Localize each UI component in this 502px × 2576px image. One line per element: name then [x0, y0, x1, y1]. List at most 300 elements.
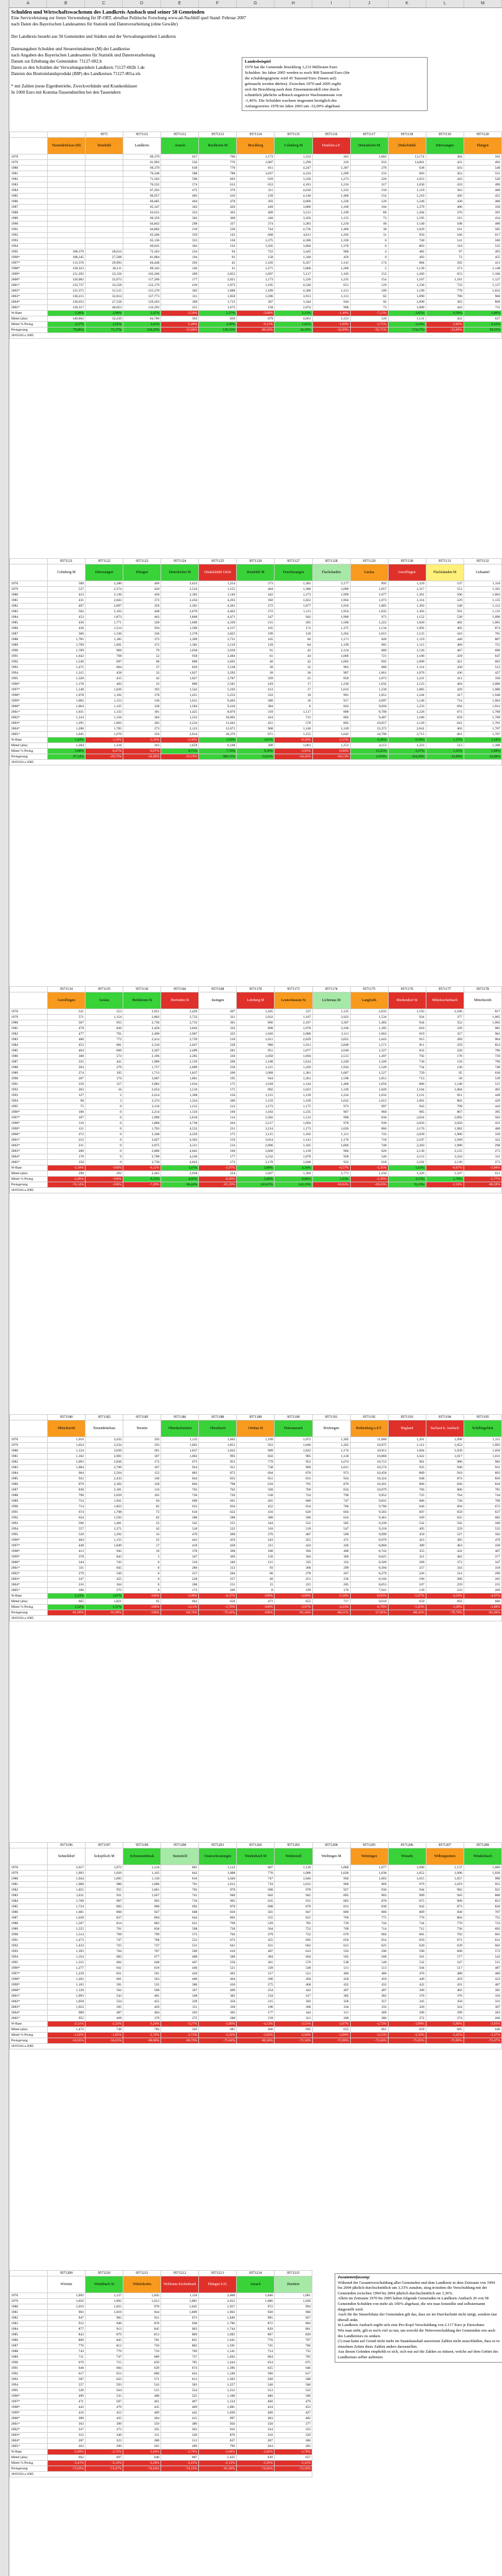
cell[interactable]: 1,542 [161, 687, 199, 693]
cell[interactable]: 4,540 [275, 283, 312, 288]
cell[interactable]: 2,053 [199, 272, 237, 277]
cell[interactable]: 737 [161, 2355, 199, 2360]
cell[interactable]: 802 [426, 1099, 464, 1104]
cell[interactable]: 1,093 [48, 1994, 86, 1999]
cell[interactable]: 1,221 [388, 676, 426, 682]
cell[interactable]: 9571124 [161, 559, 199, 564]
cell[interactable]: 893 [464, 1471, 501, 1476]
cell[interactable]: 1998* [10, 693, 48, 698]
cell[interactable]: 308 [48, 1054, 86, 1059]
cell[interactable]: 648 [48, 2366, 86, 2371]
cell[interactable]: Weihenzell [275, 1848, 312, 1865]
cell[interactable]: 1,030 [388, 182, 426, 188]
cell[interactable]: 2,039 [388, 1132, 426, 1138]
cell[interactable]: 416 [199, 194, 237, 199]
cell[interactable]: 503 [464, 1115, 501, 1121]
cell[interactable]: 1,074 [312, 1460, 350, 1465]
cell[interactable]: 231 [199, 1126, 237, 1132]
cell[interactable]: 1,589 [161, 626, 199, 631]
cell[interactable]: 2,98% [86, 311, 123, 316]
cell[interactable]: 802 [161, 2343, 199, 2349]
cell[interactable]: 1,045 [161, 2304, 199, 2310]
cell[interactable]: 1,09% [464, 749, 501, 754]
cell[interactable]: 588 [199, 1515, 237, 1521]
cell[interactable]: -2,68% [199, 2449, 237, 2455]
cell[interactable]: 783 [275, 1921, 312, 1927]
cell[interactable]: 550 [199, 1960, 237, 1966]
cell[interactable]: 551 [426, 587, 464, 592]
cell[interactable]: 91 [237, 648, 275, 654]
cell[interactable]: 1991 [10, 227, 48, 233]
cell[interactable]: 1996* [10, 2394, 48, 2399]
cell[interactable]: 671 [426, 710, 464, 715]
cell[interactable]: 32,239 [86, 316, 123, 322]
cell[interactable]: 311 [464, 1154, 501, 1160]
cell[interactable]: 1997* [10, 687, 48, 693]
cell[interactable]: 436 [312, 1543, 350, 1549]
cell[interactable]: 888 [161, 659, 199, 665]
cell[interactable]: 139,35% [199, 328, 237, 333]
cell[interactable]: 167 [388, 1582, 426, 1588]
cell[interactable]: 984 [312, 1149, 350, 1154]
cell[interactable]: 494 [275, 1977, 312, 1982]
cell[interactable]: 2,123 [161, 726, 199, 732]
cell[interactable]: 379 [123, 2016, 161, 2021]
cell[interactable]: 869 [161, 2332, 199, 2338]
cell[interactable]: 500 [48, 581, 86, 587]
cell[interactable] [48, 238, 86, 244]
cell[interactable]: 985 [275, 1454, 312, 1460]
cell[interactable]: 310 [237, 1526, 275, 1532]
cell[interactable]: 714 [237, 2349, 275, 2355]
cell[interactable]: 754 [48, 1499, 86, 1504]
cell[interactable]: 927 [312, 1887, 350, 1893]
cell[interactable]: 335 [275, 1560, 312, 1566]
cell[interactable]: 714 [350, 1927, 388, 1932]
cell[interactable]: 9571193 [388, 1415, 426, 1420]
cell[interactable]: 1,425 [199, 2455, 237, 2461]
cell[interactable]: 216 [312, 160, 350, 166]
cell[interactable]: 636 [464, 1071, 501, 1076]
cell[interactable]: 399 [86, 2422, 123, 2427]
cell[interactable]: 955 [86, 1887, 123, 1893]
cell[interactable]: 1,492 [199, 2355, 237, 2360]
cell[interactable]: 1,174 [312, 1448, 350, 1454]
cell[interactable]: Windsbach St [86, 2276, 123, 2293]
cell[interactable]: 2005* [10, 305, 48, 311]
cell[interactable]: 1,127 [86, 2293, 123, 2299]
cell[interactable]: 9571209 [48, 2271, 86, 2276]
cell[interactable]: 453 [48, 615, 86, 620]
cell[interactable]: 72 [426, 255, 464, 261]
cell[interactable]: 231 [48, 1143, 86, 1149]
cell[interactable]: 560 [275, 2382, 312, 2388]
cell[interactable]: 0 [86, 1121, 123, 1126]
cell[interactable]: 1,472 [48, 2027, 86, 2033]
cell[interactable]: 9571200 [161, 1843, 199, 1848]
cell[interactable]: 641 [199, 1943, 237, 1949]
cell[interactable]: 646 [275, 2366, 312, 2371]
cell[interactable]: 1,223 [388, 743, 426, 749]
cell[interactable]: 782 [123, 2027, 161, 2033]
cell[interactable]: 488 [426, 1971, 464, 1977]
cell[interactable]: 443 [464, 1104, 501, 1110]
cell[interactable]: 1,023 [48, 2005, 86, 2010]
cell[interactable]: 1,063 [86, 721, 123, 726]
cell[interactable]: 1,187 [388, 277, 426, 283]
cell[interactable]: 1,375 [312, 626, 350, 631]
column-header-f[interactable]: F [199, 0, 237, 7]
cell[interactable]: 1,011 [237, 1037, 275, 1043]
cell[interactable]: 807 [237, 2332, 275, 2338]
cell[interactable]: 299 [86, 2444, 123, 2449]
cell[interactable]: 1,195 [237, 283, 275, 288]
cell[interactable]: 547 [426, 1960, 464, 1966]
cell[interactable]: 538 [312, 1960, 350, 1966]
cell[interactable]: 440 [426, 637, 464, 643]
cell[interactable]: 1,066 [312, 654, 350, 659]
cell[interactable]: 3,160 [312, 1026, 350, 1032]
cell[interactable]: 1,077 [275, 604, 312, 609]
cell[interactable]: 1,104 [388, 1087, 426, 1093]
cell[interactable]: 776 [199, 160, 237, 166]
cell[interactable]: 717 [312, 1599, 350, 1605]
cell[interactable]: 427 [464, 671, 501, 676]
cell[interactable]: 31 [350, 233, 388, 238]
cell[interactable]: 1,125 [312, 1009, 350, 1015]
cell[interactable] [86, 199, 123, 205]
cell[interactable]: 2005* [10, 732, 48, 738]
cell[interactable]: 714 [426, 698, 464, 704]
cell[interactable]: 433 [350, 1982, 388, 1988]
cell[interactable]: 1,051 [199, 1443, 237, 1448]
cell[interactable]: 843 [312, 704, 350, 710]
cell[interactable]: 802 [199, 1915, 237, 1921]
cell[interactable]: 431 [237, 1943, 275, 1949]
cell[interactable]: 4,471 [199, 615, 237, 620]
cell[interactable]: 448 [48, 1543, 86, 1549]
cell[interactable]: 3,65% [388, 311, 426, 316]
cell[interactable]: 679 [48, 2360, 86, 2366]
cell[interactable]: 301 [199, 1020, 237, 1026]
cell[interactable]: 694 [426, 704, 464, 710]
cell[interactable]: Mittel (abs) [10, 2027, 48, 2033]
cell[interactable]: 728 [426, 1499, 464, 1504]
cell[interactable]: 32,014 [86, 294, 123, 300]
cell[interactable]: 1,090 [388, 1865, 426, 1871]
cell[interactable]: 1,124 [48, 1448, 86, 1454]
cell[interactable]: 1980 [10, 1020, 48, 1026]
cell[interactable]: 1,439 [275, 1065, 312, 1071]
cell[interactable]: 1,155 [86, 1538, 123, 1543]
cell[interactable] [86, 210, 123, 216]
cell[interactable]: 1,057 [350, 587, 388, 592]
cell[interactable]: 1,277 [48, 1966, 86, 1971]
cell[interactable]: 1,993 [48, 1871, 86, 1876]
cell[interactable]: 120 [350, 199, 388, 205]
cell[interactable]: 1,514 [48, 1932, 86, 1938]
cell[interactable]: 601 [464, 1943, 501, 1949]
cell[interactable]: 407 [464, 1549, 501, 1554]
cell[interactable]: 17 [275, 682, 312, 687]
cell[interactable]: Mittel % Preisg. [10, 2033, 48, 2038]
cell[interactable]: 1,149 [312, 726, 350, 732]
cell[interactable]: Dentlein [275, 2276, 312, 2293]
cell[interactable] [48, 221, 86, 227]
cell[interactable]: 745 [237, 2343, 275, 2349]
cell[interactable]: 889 [161, 682, 199, 687]
cell[interactable]: 1,571 [350, 1043, 388, 1048]
cell[interactable]: 1,130 [312, 1454, 350, 1460]
cell[interactable]: -2,09% [48, 1177, 86, 1182]
cell[interactable]: 684 [237, 2355, 275, 2360]
cell[interactable]: 944 [123, 2310, 161, 2315]
cell[interactable]: 1,858 [199, 294, 237, 300]
cell[interactable]: 382 [312, 1994, 350, 1999]
cell[interactable]: 17 [123, 1543, 161, 1549]
cell[interactable]: 620 [388, 1943, 426, 1949]
cell[interactable]: 60,359 [123, 216, 161, 221]
cell[interactable]: 1,330 [86, 631, 123, 637]
cell[interactable]: 318 [464, 1566, 501, 1571]
cell[interactable]: 800 [312, 1910, 350, 1915]
cell[interactable]: -1,69% [312, 322, 350, 328]
cell[interactable]: 1,113 [312, 294, 350, 300]
cell[interactable]: Leutershausen St [275, 992, 312, 1009]
cell[interactable]: Preisgerung [10, 2466, 48, 2472]
cell[interactable]: 713 [388, 1076, 426, 1082]
cell[interactable]: 1993 [10, 238, 48, 244]
cell[interactable]: W-Rate [10, 1593, 48, 1599]
cell[interactable]: 502 [464, 1532, 501, 1538]
cell[interactable]: 72,363 [123, 249, 161, 255]
cell[interactable]: 1,050 [464, 1448, 501, 1454]
cell[interactable]: -0,07% [426, 1165, 464, 1171]
cell[interactable]: 311 [123, 2433, 161, 2438]
cell[interactable]: 1989 [10, 1499, 48, 1504]
cell[interactable]: -81,26% [464, 1610, 501, 1616]
cell[interactable]: 574 [86, 1054, 123, 1059]
cell[interactable]: 4,317 [199, 626, 237, 631]
cell[interactable]: 1,326 [237, 261, 275, 266]
cell[interactable]: 1,305 [312, 1437, 350, 1443]
cell[interactable]: 431 [48, 598, 86, 604]
cell[interactable]: Ornbau St [237, 1420, 275, 1437]
cell[interactable]: 924 [388, 1015, 426, 1020]
cell[interactable]: -3,15% [350, 2033, 388, 2038]
cell[interactable]: 289 [161, 2444, 199, 2449]
cell[interactable]: 1,084 [426, 1087, 464, 1093]
cell[interactable]: 199 [237, 631, 275, 637]
cell[interactable]: 58 [426, 1076, 464, 1082]
cell[interactable]: Mittel % Preisg. [10, 1177, 48, 1182]
cell[interactable]: 335 [161, 238, 199, 244]
cell[interactable]: 10,057 [350, 721, 388, 726]
cell[interactable]: 8,166 [350, 1577, 388, 1582]
cell[interactable]: 32 [275, 665, 312, 671]
cell[interactable]: 233 [350, 171, 388, 177]
cell[interactable]: 12,174 [388, 154, 426, 160]
cell[interactable]: 380,72% [199, 754, 237, 760]
cell[interactable]: 1,114 [388, 665, 426, 671]
cell[interactable]: 3,055 [312, 1037, 350, 1043]
cell[interactable]: -4,33% [426, 1593, 464, 1599]
cell[interactable]: 329 [275, 2433, 312, 2438]
cell[interactable]: 1,148 [426, 1082, 464, 1087]
cell[interactable]: 127,773 [123, 294, 161, 300]
cell[interactable]: 422 [388, 1982, 426, 1988]
cell[interactable]: 692 [161, 1904, 199, 1910]
cell[interactable]: 110 [48, 1121, 86, 1126]
column-header-k[interactable]: K [389, 0, 426, 7]
cell[interactable]: 9571128 [312, 559, 350, 564]
cell[interactable]: -100% [86, 1177, 123, 1182]
cell[interactable]: 2,730 [123, 1020, 161, 1026]
cell[interactable]: 641 [426, 721, 464, 726]
cell[interactable]: 265 [275, 620, 312, 626]
cell[interactable]: 4,738 [161, 1121, 199, 1126]
cell[interactable]: 799 [426, 1104, 464, 1110]
cell[interactable]: 1,47% [161, 1165, 199, 1171]
cell[interactable]: 1,009 [237, 1071, 275, 1076]
cell[interactable]: 1,334 [48, 715, 86, 721]
cell[interactable]: 1,148 [48, 687, 86, 693]
cell[interactable]: 2,647 [161, 1043, 199, 1048]
cell[interactable]: 748 [350, 1143, 388, 1149]
cell[interactable]: 942 [275, 615, 312, 620]
cell[interactable]: 456 [312, 255, 350, 261]
cell[interactable]: 9571174 [312, 987, 350, 992]
cell[interactable]: 1,115 [388, 643, 426, 648]
cell[interactable]: 1,064 [388, 1448, 426, 1454]
cell[interactable]: 981 [388, 1460, 426, 1465]
cell[interactable]: 511 [312, 1966, 350, 1971]
cell[interactable]: 591 [426, 609, 464, 615]
cell[interactable]: 662 [237, 1893, 275, 1899]
cell[interactable]: 1992 [10, 1515, 48, 1521]
cell[interactable]: 1,877 [275, 1048, 312, 1054]
cell[interactable]: 409 [237, 210, 275, 216]
cell[interactable]: 973 [161, 2315, 199, 2321]
cell[interactable]: 862 [123, 1921, 161, 1927]
cell[interactable]: 7,70% [199, 749, 237, 754]
cell[interactable]: 1,202 [48, 1977, 86, 1982]
cell[interactable]: 938 [161, 2321, 199, 2327]
cell[interactable]: 114 [199, 1115, 237, 1121]
cell[interactable]: 358 [237, 2422, 275, 2427]
cell[interactable]: 2,47% [123, 311, 161, 316]
cell[interactable]: 2,301 [161, 604, 199, 609]
cell[interactable]: 9,099 [350, 1532, 388, 1538]
cell[interactable]: 1986 [10, 1482, 48, 1487]
cell[interactable]: 0 [123, 1566, 161, 1571]
cell[interactable]: 1987 [10, 631, 48, 637]
cell[interactable]: -3,89% [199, 2021, 237, 2027]
cell[interactable]: -16,41% [275, 754, 312, 760]
cell[interactable]: 960 [123, 1904, 161, 1910]
cell[interactable]: 1,077 [350, 592, 388, 598]
cell[interactable]: 377 [426, 1015, 464, 1020]
cell[interactable]: 9571118 [388, 132, 426, 138]
cell[interactable]: 1,230 [350, 687, 388, 693]
cell[interactable]: 1,271 [237, 266, 275, 272]
cell[interactable]: 1992 [10, 1943, 48, 1949]
cell[interactable]: Neuendettelsau [86, 1420, 123, 1437]
cell[interactable]: 654 [237, 2360, 275, 2366]
cell[interactable]: 744 [237, 227, 275, 233]
cell[interactable]: 3,432 [86, 1437, 123, 1443]
cell[interactable]: 572 [464, 1949, 501, 1954]
cell[interactable]: W-Rate [10, 311, 48, 316]
cell[interactable]: -3,72% [86, 2449, 123, 2455]
cell[interactable]: 4,230 [161, 1154, 199, 1160]
cell[interactable]: 3,039 [86, 1448, 123, 1454]
cell[interactable]: Bruckberg [237, 138, 275, 154]
cell[interactable]: Landkreis [123, 138, 161, 154]
cell[interactable]: 650 [312, 1938, 350, 1943]
cell[interactable]: 945 [426, 1893, 464, 1899]
cell[interactable]: 1,123 [388, 682, 426, 687]
cell[interactable]: 1,641 [199, 2338, 237, 2343]
cell[interactable]: 778 [426, 288, 464, 294]
cell[interactable]: 1,090 [388, 300, 426, 305]
cell[interactable]: 2,159 [161, 1059, 199, 1065]
cell[interactable]: 3 [123, 1554, 161, 1560]
cell[interactable]: 1,022 [388, 1454, 426, 1460]
cell[interactable]: 4,140 [275, 194, 312, 199]
cell[interactable]: 141 [426, 238, 464, 244]
cell[interactable]: 1,186 [388, 654, 426, 659]
cell[interactable]: 973 [350, 615, 388, 620]
cell[interactable]: 2,874 [275, 305, 312, 311]
cell[interactable]: 9,218 [350, 1526, 388, 1532]
cell[interactable] [86, 216, 123, 221]
cell[interactable]: 109 [350, 288, 388, 294]
cell[interactable]: 446 [161, 1966, 199, 1971]
cell[interactable]: 404 [426, 682, 464, 687]
cell[interactable]: -73,44% [350, 2038, 388, 2044]
cell[interactable]: 547 [312, 1526, 350, 1532]
cell[interactable]: 1,821 [86, 1599, 123, 1605]
cell[interactable]: 9571131 [426, 559, 464, 564]
cell[interactable]: 5,253 [199, 693, 237, 698]
cell[interactable]: 284 [199, 1571, 237, 1577]
cell[interactable]: 84,706 [123, 316, 161, 322]
cell[interactable]: 525 [161, 2394, 199, 2399]
cell[interactable]: 2,006 [464, 682, 501, 687]
cell[interactable]: 139 [388, 1588, 426, 1593]
cell[interactable]: 129,203 [123, 300, 161, 305]
cell[interactable]: 958 [161, 654, 199, 659]
cell[interactable]: 305 [199, 2010, 237, 2016]
cell[interactable]: 243 [237, 1538, 275, 1543]
cell[interactable]: 224 [199, 1171, 237, 1177]
cell[interactable]: 62 [123, 1515, 161, 1521]
cell[interactable]: 23,09% [426, 754, 464, 760]
cell[interactable]: 2,715 [388, 732, 426, 738]
cell[interactable]: 645 [86, 1566, 123, 1571]
cell[interactable]: 944 [312, 300, 350, 305]
cell[interactable]: 234 [237, 1994, 275, 1999]
cell[interactable]: 2,429 [161, 1009, 199, 1015]
cell[interactable]: Heilsbronn St [123, 992, 161, 1009]
cell[interactable]: 1,233 [388, 704, 426, 710]
cell[interactable]: 1,317 [388, 587, 426, 592]
cell[interactable]: 1,139 [388, 266, 426, 272]
cell[interactable]: 193 [123, 1437, 161, 1443]
cell[interactable]: 1979 [10, 1443, 48, 1448]
cell[interactable]: 872 [199, 1471, 237, 1476]
